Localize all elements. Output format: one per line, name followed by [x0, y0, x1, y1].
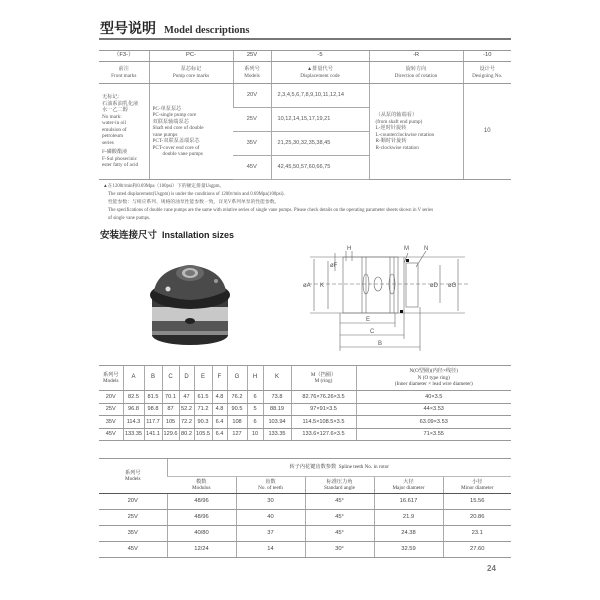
displacement-35v: 21,25,30,32,35,38,45: [271, 132, 369, 156]
code-rotation: -R: [369, 51, 463, 62]
page-title: [100, 18, 249, 38]
dim-cell: 108: [227, 416, 247, 429]
dim-cell: 73.8: [263, 391, 291, 404]
notes-block: [103, 183, 513, 223]
dim-cell: 70.1: [162, 391, 179, 404]
dim-cell: 4.8: [212, 391, 227, 404]
dim-cell: 61.5: [194, 391, 212, 404]
spline-cell: 48/96: [167, 494, 236, 510]
code-model: 25V: [233, 51, 271, 62]
dim-cell: 105.5: [194, 428, 212, 441]
dim-cell: 71.2: [194, 403, 212, 416]
dim-cell: 114.3: [123, 416, 144, 429]
spline-header-teeth: 齿数 No. of teeth: [236, 477, 305, 494]
spline-row-20v: [99, 494, 511, 510]
dim-cell: 87: [162, 403, 179, 416]
spline-cell: 24.38: [374, 526, 443, 542]
dim-cell: 141.1: [144, 428, 162, 441]
code-design: -10: [463, 51, 511, 62]
spline-cell: 32.59: [374, 542, 443, 558]
spline-row-35v: [99, 526, 511, 542]
code-front: （F3-）: [99, 51, 149, 62]
spline-cell: 20V: [99, 494, 167, 510]
note-rated-zh: ▲在1200r/min和0.69Mpa（100psi）下的额定排量Usgpm。: [103, 184, 225, 189]
title-divider: [99, 38, 511, 40]
dim-cell: 52.2: [179, 403, 194, 416]
dim-cell: 6.4: [212, 416, 227, 429]
label-h: H: [347, 246, 352, 252]
dim-cell: 47: [179, 391, 194, 404]
dim-cell: 35V: [99, 416, 123, 429]
spline-cell: 21.9: [374, 510, 443, 526]
dimension-row-35v: [99, 416, 511, 429]
spline-header-angle: 标准压力角 Standard angle: [305, 477, 374, 494]
spline-cell: 16.617: [374, 494, 443, 510]
title-zh: 型号说明: [100, 21, 156, 37]
dim-cell: 127: [227, 428, 247, 441]
header-front-marks: 前注 Front marks: [99, 62, 149, 84]
note-spec-en: The specifications of double vane pumps are the same with relative series of single vane pumps. Please check details on the operating parameter sheets shown in V series: [108, 208, 434, 213]
pump-core-cell: PC-单泵泵芯 PC-single pump core 双联泵轴端泵芯 Shaft end core of double vane pumps PCT-双联泵盖端泵芯 PCT-cover end core of double vane pumps: [149, 84, 233, 180]
dimension-header-row: [99, 366, 511, 391]
dim-cell: 4.8: [212, 403, 227, 416]
dim-cell: 90.3: [194, 416, 212, 429]
dim-cell: 98.8: [144, 403, 162, 416]
spline-cell: 35V: [99, 526, 167, 542]
front-marks-cell: 无标记: 石油系油乳化液 水一乙二醇 No mark: water-in oil emulsion of petroleum series F-磷酸酯液 F-Sul phosecinic ester fatty of acid: [99, 84, 149, 180]
dim-header-d: D: [179, 366, 194, 391]
spline-cell: 45V: [99, 542, 167, 558]
model-25v: 25V: [233, 108, 271, 132]
dim-cell: 44×3.53: [356, 403, 511, 416]
model-header-row: [99, 62, 511, 84]
dim-cell: 72.2: [179, 416, 194, 429]
spline-header-major: 大径 Major diameter: [374, 477, 443, 494]
installation-dimensions-table: [99, 365, 511, 441]
dim-cell: 76.2: [227, 391, 247, 404]
dim-cell: 90.5: [227, 403, 247, 416]
displacement-45v: 42,45,50,57,60,66,75: [271, 156, 369, 180]
spline-cell: 45°: [305, 494, 374, 510]
spline-cell: 27.60: [443, 542, 511, 558]
spline-teeth-table: [99, 458, 511, 558]
dim-header-b: B: [144, 366, 162, 391]
header-displacement: ▲排量代号 Displacement code: [271, 62, 369, 84]
installation-title-en: Installation sizes: [162, 230, 235, 240]
header-pump-core: 泵芯标记 Pump core marks: [149, 62, 233, 84]
label-k: K: [320, 283, 325, 289]
dim-header-n: N(O型圈)(内径×线径) N (O type ring) (Inner diameter × lead wire diameter): [356, 366, 511, 391]
header-design-no: 设计号 Designing No.: [463, 62, 511, 84]
title-en: Model descriptions: [164, 25, 250, 36]
dim-cell: 81.5: [144, 391, 162, 404]
note-rated-en: The rated displacement(Usgpm) is under the conditions of 1200r/min and 0.69Mpa(100psi).: [108, 192, 285, 197]
dim-cell: 71×3.55: [356, 428, 511, 441]
dim-header-f: F: [212, 366, 227, 391]
spline-cell: 15.56: [443, 494, 511, 510]
dim-header-models: 系列号 Models: [99, 366, 123, 391]
spline-cell: 48/96: [167, 510, 236, 526]
dim-cell: 80.2: [179, 428, 194, 441]
spline-row-25v: [99, 510, 511, 526]
dim-cell: 40×3.5: [356, 391, 511, 404]
spline-header-models: 系列号 Models: [99, 459, 167, 494]
dim-cell: 25V: [99, 403, 123, 416]
dimension-row-20v: [99, 391, 511, 404]
code-displacement: -5: [271, 51, 369, 62]
dim-cell: 45V: [99, 428, 123, 441]
label-f: øF: [330, 263, 338, 269]
spline-span-title: 转子内花键齿数参数 Spline teeth No. in rotor: [167, 459, 511, 477]
spline-cell: 25V: [99, 510, 167, 526]
label-e: E: [366, 317, 371, 323]
dim-cell: 129.6: [162, 428, 179, 441]
displacement-25v: 10,12,14,15,17,19,21: [271, 108, 369, 132]
installation-drawing: [300, 245, 480, 360]
dim-cell: 20V: [99, 391, 123, 404]
spline-header-minor: 小径 Minor diameter: [443, 477, 511, 494]
spline-cell: 30: [236, 494, 305, 510]
dimension-row-25v: [99, 403, 511, 416]
rotation-cell: （从泵的轴端看） (from shaft end pump) L-逆时针旋转 L-counterclockwise rotation R-顺时针旋转 R-clockwise rotation: [369, 84, 463, 180]
designing-no-cell: 10: [463, 84, 511, 180]
label-n: N: [424, 246, 429, 252]
model-35v: 35V: [233, 132, 271, 156]
dim-cell: 96.8: [123, 403, 144, 416]
dim-cell: 6: [247, 416, 263, 429]
spline-header-modulus: 模数 Modulus: [167, 477, 236, 494]
model-code-row: [99, 51, 511, 62]
dim-header-a: A: [123, 366, 144, 391]
label-d: øD: [430, 283, 438, 289]
note-spec-en-cont: of single vane pumps.: [108, 216, 151, 221]
header-rotation: 旋转方向 Direction of rotation: [369, 62, 463, 84]
label-m: M: [404, 246, 409, 252]
spline-cell: 12/24: [167, 542, 236, 558]
dimension-row-45v: [99, 428, 511, 441]
model-description-table: [99, 50, 511, 180]
dim-header-g: G: [227, 366, 247, 391]
spline-cell: 30°: [305, 542, 374, 558]
installation-title: [100, 227, 234, 241]
header-models: 系列号 Models: [233, 62, 271, 84]
model-45v: 45V: [233, 156, 271, 180]
pump-core-photo: [140, 255, 240, 350]
spline-cell: 45°: [305, 526, 374, 542]
model-row-20v: [99, 84, 511, 108]
spline-cell: 20.86: [443, 510, 511, 526]
dim-cell: 97×91×3.5: [291, 403, 356, 416]
dim-cell: 105: [162, 416, 179, 429]
dim-header-h: H: [247, 366, 263, 391]
dim-cell: 82.5: [123, 391, 144, 404]
page-number: 24: [487, 564, 496, 573]
model-20v: 20V: [233, 84, 271, 108]
code-pump: PC-: [149, 51, 233, 62]
dim-cell: 88.19: [263, 403, 291, 416]
dim-cell: 103.94: [263, 416, 291, 429]
dim-cell: 133.6×127.6×3.5: [291, 428, 356, 441]
dim-header-c: C: [162, 366, 179, 391]
label-a: øA: [303, 283, 311, 289]
dim-cell: 133.35: [123, 428, 144, 441]
spline-cell: 14: [236, 542, 305, 558]
spline-cell: 23.1: [443, 526, 511, 542]
installation-title-zh: 安装连接尺寸: [100, 230, 158, 241]
dim-header-k: K: [263, 366, 291, 391]
dim-cell: 117.7: [144, 416, 162, 429]
spline-cell: 40/80: [167, 526, 236, 542]
label-c: C: [370, 329, 375, 335]
dim-cell: 10: [247, 428, 263, 441]
displacement-20v: 2,3,4,5,6,7,8,9,10,11,12,14: [271, 84, 369, 108]
dim-cell: 133.35: [263, 428, 291, 441]
spline-row-45v: [99, 542, 511, 558]
dim-cell: 114.5×108.5×3.5: [291, 416, 356, 429]
spline-cell: 37: [236, 526, 305, 542]
note-spec-zh: 性能参数：与相应系列、规格的油泵性能参数一致，详见V系列单泵的性能参数。: [108, 200, 280, 205]
dim-cell: 63.09×3.53: [356, 416, 511, 429]
dim-cell: 6.4: [212, 428, 227, 441]
dim-header-e: E: [194, 366, 212, 391]
spline-title-row: [99, 459, 511, 477]
dim-cell: 82.76×76.26×3.5: [291, 391, 356, 404]
spline-cell: 45°: [305, 510, 374, 526]
label-g: øG: [448, 283, 457, 289]
dim-cell: 6: [247, 391, 263, 404]
label-b: B: [378, 341, 383, 347]
dim-cell: 5: [247, 403, 263, 416]
dim-header-m: M（挡圈） M (ring): [291, 366, 356, 391]
spline-cell: 40: [236, 510, 305, 526]
